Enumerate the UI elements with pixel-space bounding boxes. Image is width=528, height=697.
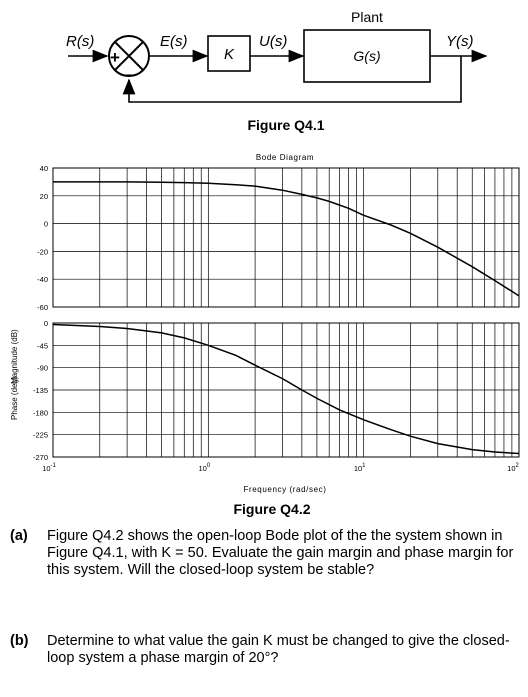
- input-label: R(s): [66, 33, 95, 50]
- frequency-tick-label: $10^{-1}$: [42, 463, 56, 473]
- question-a-text: Figure Q4.2 shows the open-loop Bode plot of the the system shown in Figure Q4.1, with K = 50. Evaluate the gain margin and phase margin for this system. Will the closed-loop system be stable?: [47, 528, 514, 578]
- bode-diagram: [0, 148, 528, 498]
- figure-q42-caption: Figure Q4.2: [233, 501, 311, 517]
- frequency-axis: [42, 463, 519, 473]
- error-label: E(s): [160, 33, 188, 50]
- question-b-text: Determine to what value the gain K must be changed to give the closed-loop system a phase margin of 20°?: [47, 633, 510, 666]
- magnitude-tick-label: 20: [39, 191, 48, 201]
- phase-tick-label: -45: [37, 341, 48, 351]
- magnitude-axis-label: Magnitude (dB): [10, 329, 19, 384]
- frequency-axis-label: Frequency (rad/sec): [243, 485, 327, 494]
- phase-tick-label: 0: [43, 319, 48, 328]
- magnitude-curve: [53, 182, 519, 296]
- phase-panel: [33, 319, 519, 462]
- sum-minus-sign: −: [125, 66, 135, 85]
- plant-label: Plant: [351, 9, 383, 25]
- magnitude-tick-label: -20: [37, 247, 48, 257]
- figure-q41-caption: Figure Q4.1: [247, 117, 325, 133]
- question-b-label: (b): [10, 633, 29, 649]
- block-diagram: [0, 0, 528, 115]
- control-label: U(s): [259, 33, 288, 50]
- sum-plus-sign: +: [110, 48, 120, 67]
- phase-curve: [53, 325, 519, 454]
- phase-tick-label: -270: [32, 453, 48, 462]
- phase-tick-label: -225: [32, 430, 48, 440]
- frequency-tick-label: $10^1$: [353, 463, 366, 473]
- output-label: Y(s): [446, 33, 474, 50]
- gain-label: K: [223, 46, 235, 63]
- magnitude-tick-label: -60: [37, 303, 48, 312]
- phase-axis-label: Phase (deg): [10, 376, 19, 420]
- plant-tf-label: G(s): [353, 48, 381, 64]
- phase-tick-label: -90: [37, 363, 48, 373]
- phase-tick-label: -135: [32, 386, 48, 395]
- magnitude-tick-label: -40: [37, 275, 48, 285]
- frequency-tick-label: $10^2$: [507, 463, 519, 473]
- magnitude-frame: [53, 168, 519, 307]
- question-a-label: (a): [10, 528, 28, 544]
- frequency-tick-label: $10^0$: [198, 463, 211, 473]
- phase-tick-label: -180: [32, 408, 48, 418]
- magnitude-panel: [37, 164, 519, 312]
- magnitude-tick-label: 40: [39, 164, 48, 173]
- bode-title: Bode Diagram: [255, 153, 315, 162]
- magnitude-tick-label: 0: [43, 219, 48, 229]
